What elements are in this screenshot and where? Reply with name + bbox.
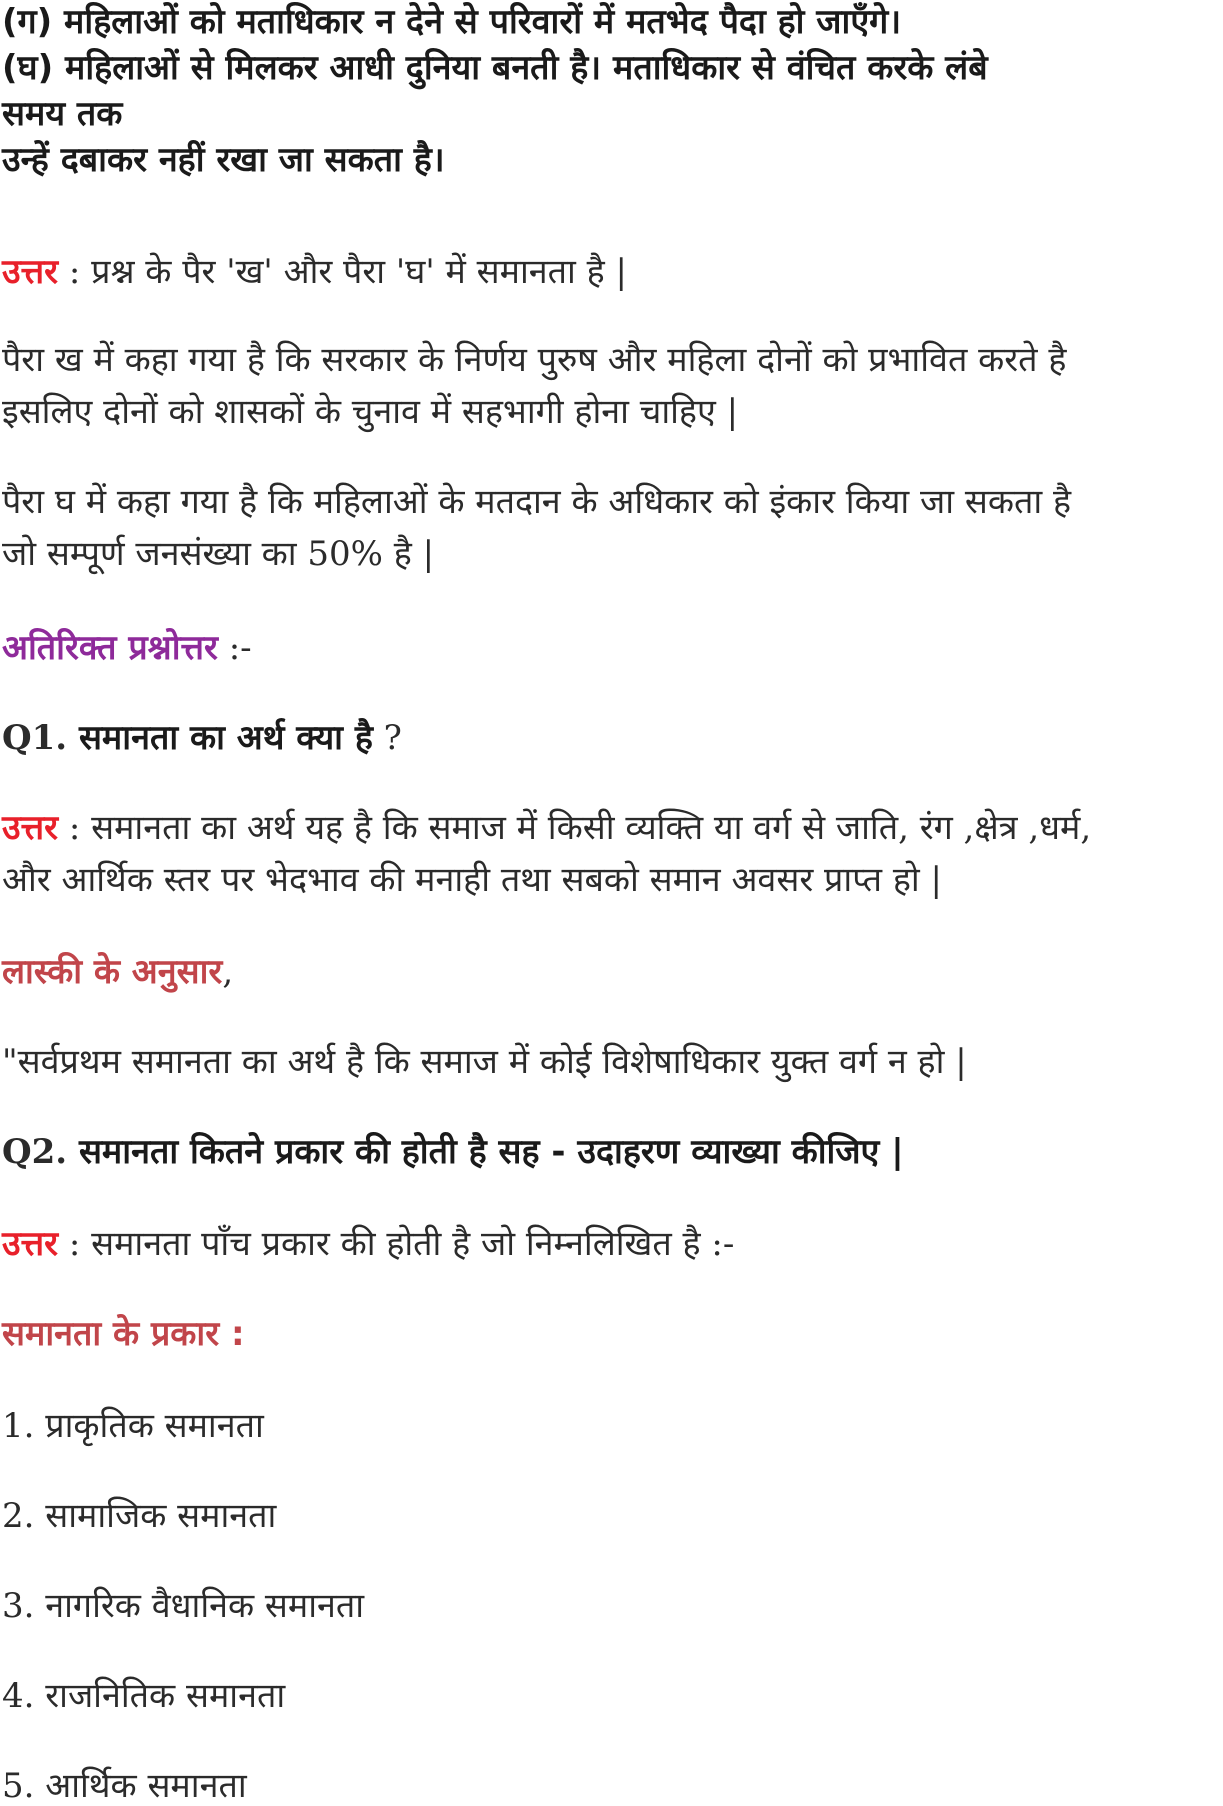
q2-number: Q2. xyxy=(2,1132,79,1172)
extra-questions-heading xyxy=(2,626,252,670)
answer-q2-text: : समानता पाँच प्रकार की होती है जो निम्नलिखित है :- xyxy=(58,1224,735,1264)
type-item-1: 1. प्राकृतिक समानता xyxy=(2,1406,264,1446)
type-item-4: 4. राजनितिक समानता xyxy=(2,1676,286,1716)
answer-q1-text-1: : समानता का अर्थ यह है कि समाज में किसी व्यक्ति या वर्ग से जाति, रंग ,क्षेत्र ,धर्म, xyxy=(58,808,1092,848)
question-option-g: (ग) महिलाओं को मताधिकार न देने से परिवारों में मतभेद पैदा हो जाएँगे। xyxy=(2,2,902,42)
para-kh-line-2: इसलिए दोनों को शासकों के चुनाव में सहभागी होना चाहिए | xyxy=(2,392,739,432)
q1-number: Q1. xyxy=(2,718,79,758)
types-heading: समानता के प्रकार : xyxy=(2,1314,245,1354)
answer-q1-line-2: और आर्थिक स्तर पर भेदभाव की मनाही तथा सबको समान अवसर प्राप्त हो | xyxy=(2,860,942,900)
para-kh-line-1: पैरा ख में कहा गया है कि सरकार के निर्णय पुरुष और महिला दोनों को प्रभावित करते है xyxy=(2,340,1067,380)
answer-label: उत्तर xyxy=(2,808,59,848)
answer-label: उत्तर xyxy=(2,1224,59,1264)
question-option-gh: (घ) महिलाओं से मिलकर आधी दुनिया बनती है। मताधिकार से वंचित करके लंबे xyxy=(2,48,988,88)
para-gh-line-1: पैरा घ में कहा गया है कि महिलाओं के मतदान के अधिकार को इंकार किया जा सकता है xyxy=(2,482,1072,522)
type-item-2: 2. सामाजिक समानता xyxy=(2,1496,277,1536)
answer-q2 xyxy=(2,1222,734,1266)
laski-heading xyxy=(2,950,233,994)
question-1 xyxy=(2,716,402,760)
answer-1-text: : प्रश्न के पैर 'ख' और पैरा 'घ' में समानता है | xyxy=(58,252,627,292)
para-gh-line-2: जो सम्पूर्ण जनसंख्या का 50% है | xyxy=(2,534,435,574)
answer-label: उत्तर xyxy=(2,252,59,292)
extra-heading-label: अतिरिक्त प्रश्नोत्तर xyxy=(2,628,218,668)
laski-quote: "सर्वप्रथम समानता का अर्थ है कि समाज में कोई विशेषाधिकार युक्त वर्ग न हो | xyxy=(2,1042,967,1082)
laski-suffix: , xyxy=(222,952,234,992)
q1-suffix: ? xyxy=(372,718,402,758)
laski-label: लास्की के अनुसार xyxy=(2,952,223,992)
q1-text: समानता का अर्थ क्या है xyxy=(78,718,373,758)
answer-1 xyxy=(2,250,627,294)
question-option-gh-cont: समय तक xyxy=(2,94,123,134)
type-item-5: 5. आर्थिक समानता xyxy=(2,1766,247,1806)
type-item-3: 3. नागरिक वैधानिक समानता xyxy=(2,1586,365,1626)
question-option-gh-cont2: उन्हें दबाकर नहीं रखा जा सकता है। xyxy=(2,140,445,180)
extra-heading-suffix: :- xyxy=(217,628,252,668)
answer-q1-line-1 xyxy=(2,806,1091,850)
question-2 xyxy=(2,1130,904,1174)
q2-text: समानता कितने प्रकार की होती है सह - उदाहरण व्याख्या कीजिए | xyxy=(78,1132,904,1172)
